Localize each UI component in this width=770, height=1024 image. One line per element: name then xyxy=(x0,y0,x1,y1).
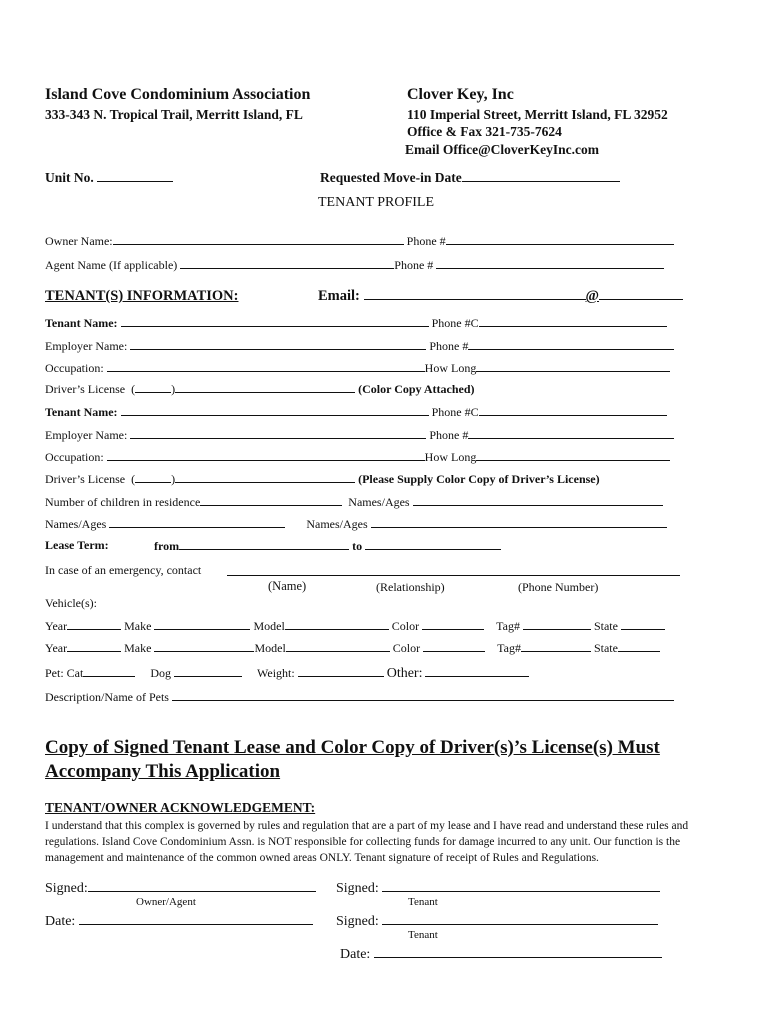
emergency-contact-line[interactable] xyxy=(227,562,680,576)
pets-description-field[interactable]: Description/Name of Pets xyxy=(45,689,674,705)
tenant2-employer-field[interactable]: Employer Name: Phone # xyxy=(45,427,674,443)
tenant1-license-field[interactable]: Driver’s License ( ) (Color Copy Attached) xyxy=(45,382,475,396)
company-email: Email Office@CloverKeyInc.com xyxy=(405,142,600,157)
lease-from-field[interactable]: from to xyxy=(154,538,501,554)
notice-line-1: Copy of Signed Tenant Lease and Color Copy of Driver(s)’s License(s) Must xyxy=(45,737,660,758)
caption-relationship: (Relationship) xyxy=(376,580,445,594)
notice-line-2: Accompany This Application xyxy=(45,761,281,782)
owner-signature-field[interactable]: Signed: xyxy=(45,878,316,897)
tenant1-caption: Tenant xyxy=(408,896,438,908)
vehicle1-row[interactable]: Year Make Model Color Tag# State xyxy=(45,618,665,634)
pets-row[interactable]: Pet: Cat Dog Weight: Other: xyxy=(45,665,529,682)
ack-heading: TENANT/OWNER ACKNOWLEDGEMENT: xyxy=(45,800,316,815)
children-field[interactable]: Number of children in residence Names/Ages xyxy=(45,494,663,510)
owner-name-field[interactable]: Owner Name: Phone # xyxy=(45,233,674,249)
emergency-label: In case of an emergency, contact xyxy=(45,563,202,577)
tenant-date-field[interactable]: Date: xyxy=(340,944,662,963)
vehicle2-row[interactable]: Year Make Model Color Tag# State xyxy=(45,640,660,656)
tenant2-caption: Tenant xyxy=(408,929,438,941)
move-in-date-field[interactable] xyxy=(320,170,620,186)
company-phone: Office & Fax 321-735-7624 xyxy=(407,124,562,139)
caption-phone: (Phone Number) xyxy=(518,580,599,594)
unit-label: Unit No. xyxy=(45,170,94,185)
company-name: Clover Key, Inc xyxy=(407,86,514,103)
owner-date-field[interactable]: Date: xyxy=(45,911,313,930)
vehicles-label: Vehicle(s): xyxy=(45,596,97,610)
tenant1-employer-field[interactable]: Employer Name: Phone # xyxy=(45,338,674,354)
email-field[interactable]: Email: @ xyxy=(318,288,683,305)
tenant2-occupation-field[interactable]: Occupation: How Long xyxy=(45,449,670,465)
lease-term-field[interactable]: Lease Term: xyxy=(45,538,109,552)
unit-field[interactable] xyxy=(45,170,173,186)
tenant2-license-field[interactable]: Driver’s License ( ) (Please Supply Color Copy of Driver’s License) xyxy=(45,472,600,486)
move-in-label: Requested Move-in Date xyxy=(320,170,462,185)
tenant1-signature-field[interactable]: Signed: xyxy=(336,878,660,897)
owner-agent-caption: Owner/Agent xyxy=(136,896,196,908)
names-ages-field[interactable]: Names/Ages Names/Ages xyxy=(45,516,667,532)
tenant2-signature-field[interactable]: Signed: xyxy=(336,911,658,930)
association-address: 333-343 N. Tropical Trail, Merritt Island, FL xyxy=(45,107,303,122)
agent-name-field[interactable]: Agent Name (If applicable) Phone # xyxy=(45,257,664,273)
profile-title: TENANT PROFILE xyxy=(318,195,435,210)
ack-paragraph: I understand that this complex is governed by rules and regulation that are a part of my lease and I have read and understand these rules and regulations. Island Cove Condominium Assn. is NOT responsible for collecting funds for damage incurred to any unit. Our function is the management and maintenance of the common owned areas ONLY. Tenant signature of receipt of Rules and Regulations. xyxy=(45,820,689,864)
tenant2-name-field[interactable]: Tenant Name: Phone #C xyxy=(45,404,667,420)
tenants-heading: TENANT(S) INFORMATION: xyxy=(45,288,239,304)
company-address: 110 Imperial Street, Merritt Island, FL 32952 xyxy=(407,107,668,122)
association-name: Island Cove Condominium Association xyxy=(45,86,311,103)
caption-name: (Name) xyxy=(268,579,307,593)
tenant1-name-field[interactable]: Tenant Name: Phone #C xyxy=(45,315,667,331)
tenant1-occupation-field[interactable]: Occupation: How Long xyxy=(45,360,670,376)
